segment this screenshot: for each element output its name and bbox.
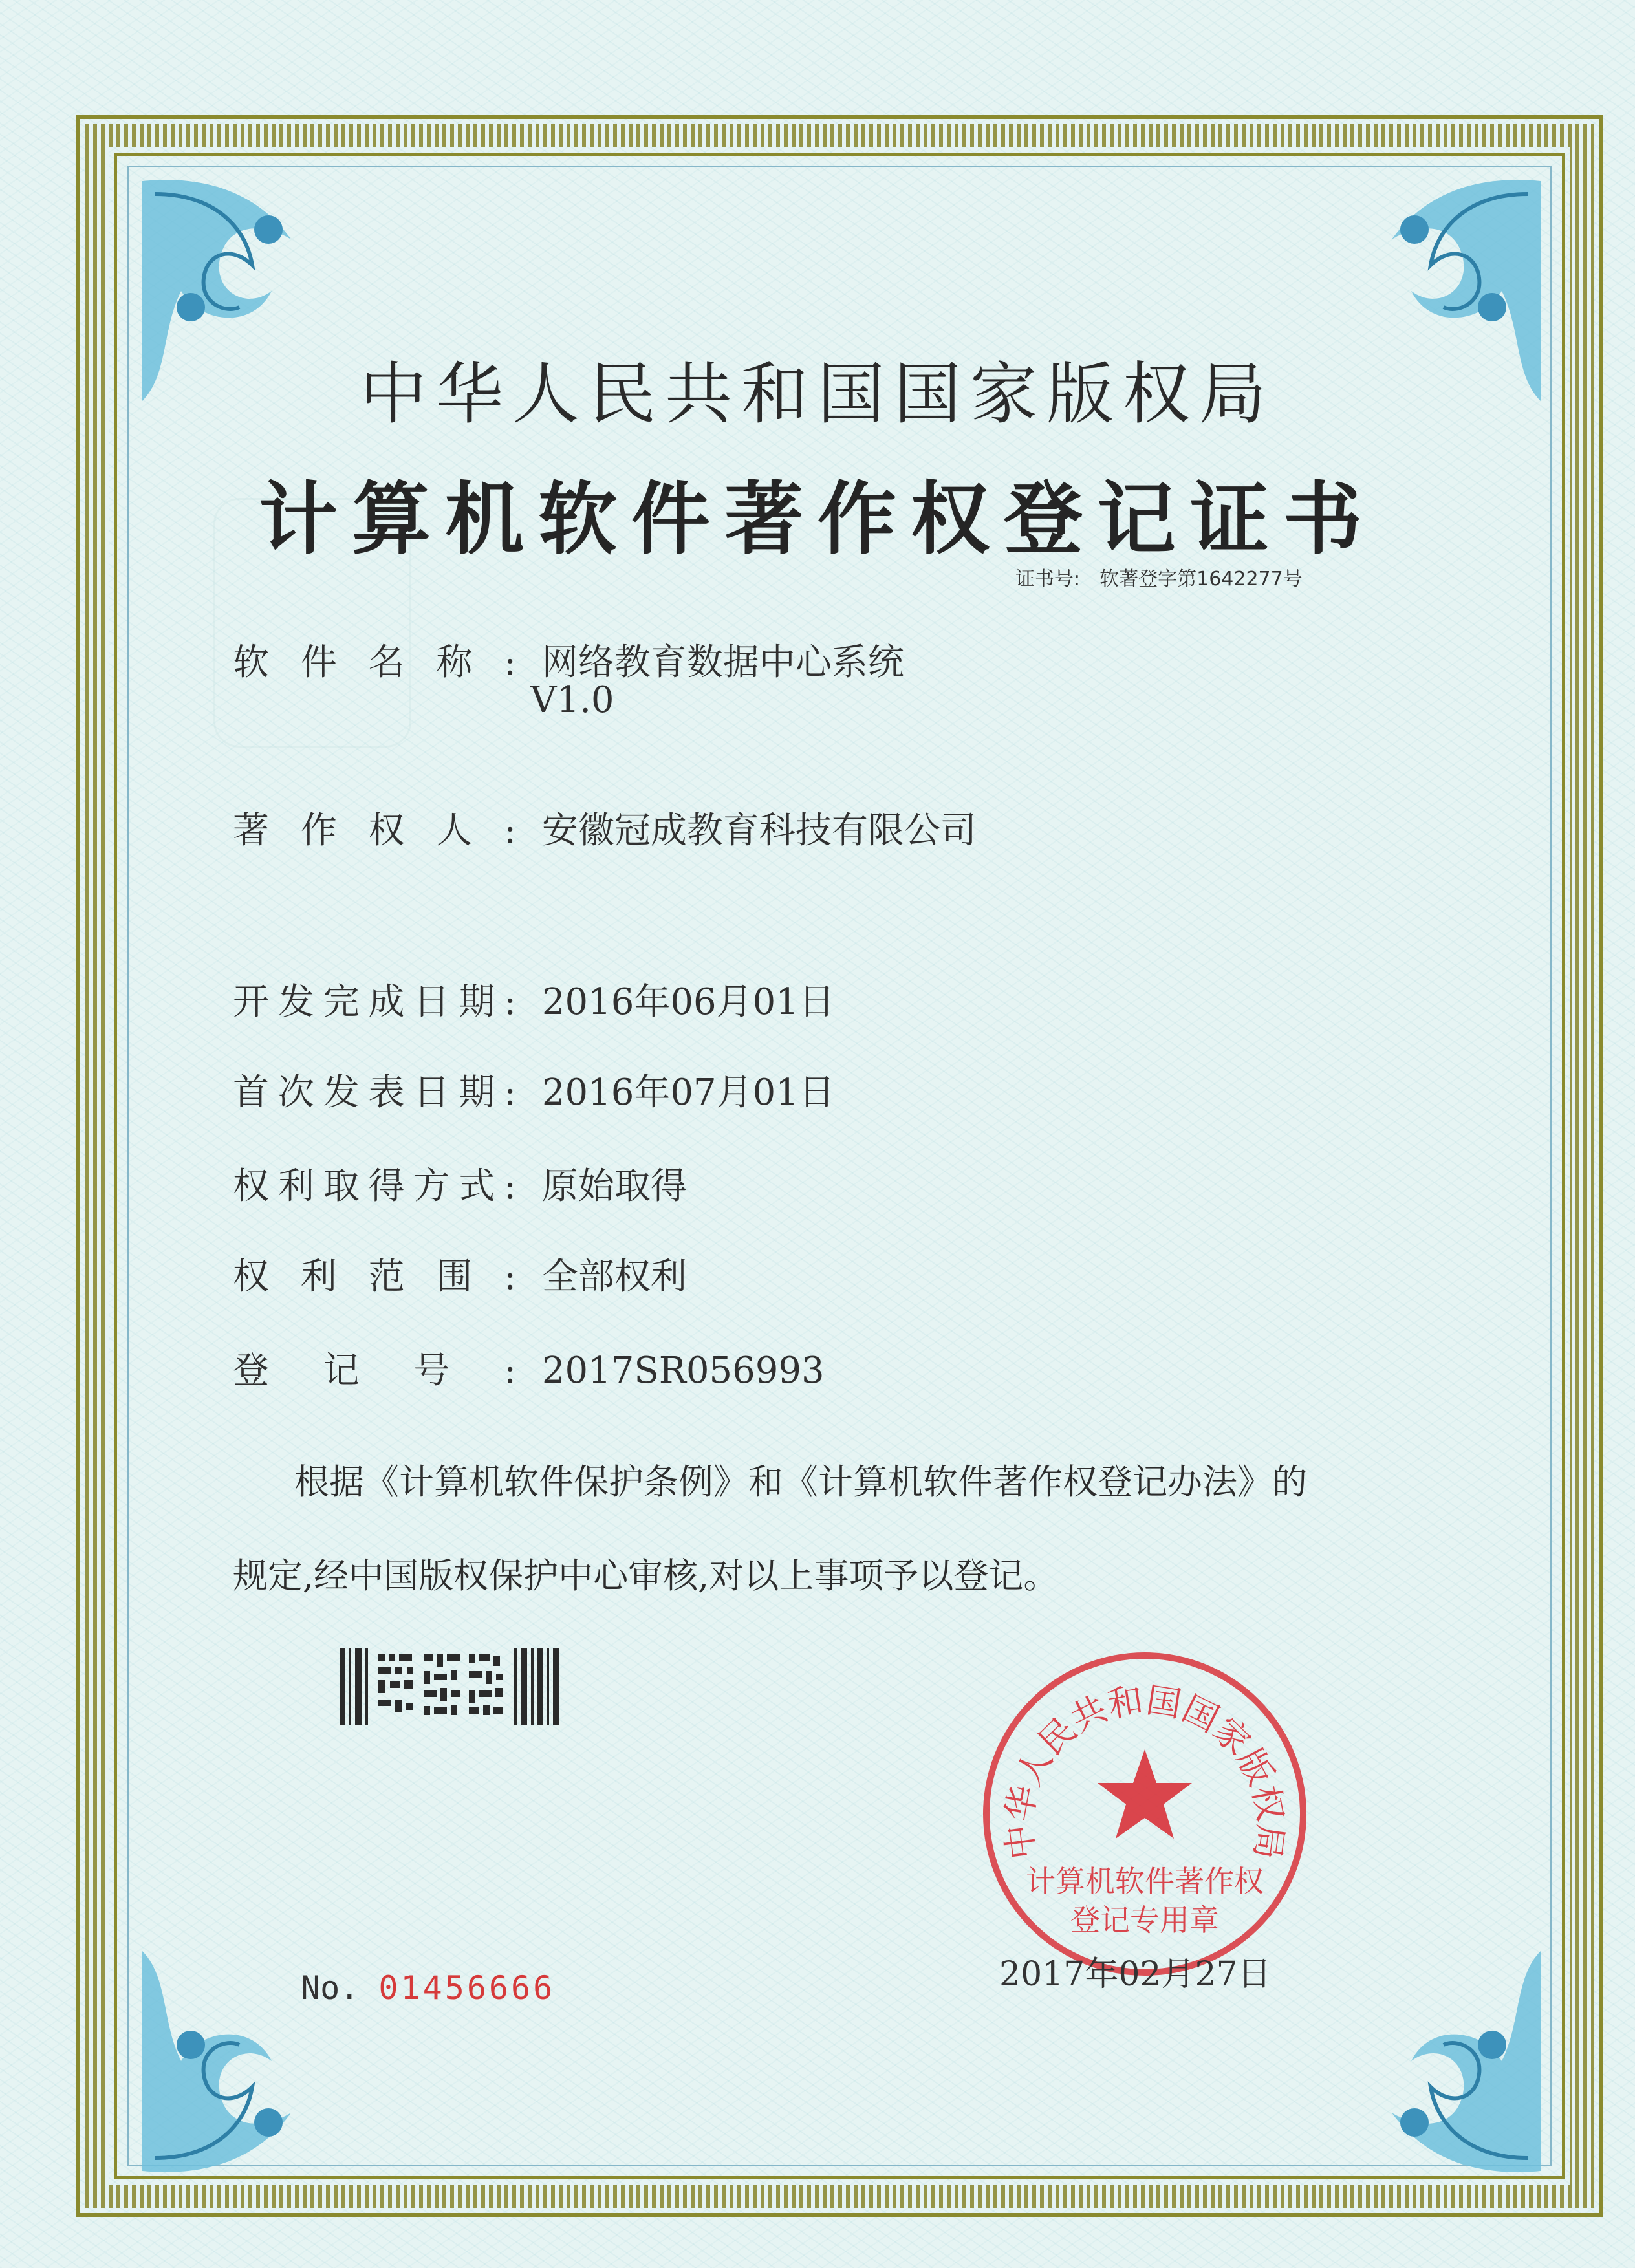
seal-inner-line-2: 登记专用章 [1070,1903,1219,1938]
scope-row [233,1248,687,1300]
software-version: V1.0 [530,679,614,721]
certificate-number-label: 证书号: [1015,568,1081,590]
certificate-number-value: 软著登字第1642277号 [1099,568,1303,590]
owner-label: 著作权人: [233,810,517,852]
dev-date-label: 开发完成日期: [233,981,517,1023]
barcode [340,1648,566,1725]
pub-date-value: 2016年07月01日 [541,1072,835,1114]
official-seal [970,1639,1319,1989]
software-name-value: 网络教育数据中心系统 [541,642,904,684]
issuing-authority: 中华人民共和国国家版权局 [359,354,1275,433]
certificate-number [1015,563,1322,591]
owner-value: 安徽冠成教育科技有限公司 [541,810,977,852]
acquire-label: 权利取得方式: [233,1165,517,1207]
serial-number [301,1969,555,2007]
serial-value: 01456666 [378,1969,556,2007]
dev-date-row [233,973,835,1025]
registration-label: 登记号: [233,1350,517,1392]
issue-date: 2017年02月27日 [999,1955,1272,1994]
statement-line-2: 规定,经中国版权保护中心审核,对以上事项予以登记。 [233,1555,1059,1596]
acquire-value: 原始取得 [541,1165,687,1207]
corner-ornament-bottom-right [1308,1938,1554,2184]
certificate-title: 计算机软件著作权登记证书 [259,473,1376,565]
seal-outer-text: 中华人民共和国国家版权局 [998,1679,1292,1862]
pub-date-row [233,1064,835,1116]
seal-star-icon [1098,1749,1192,1839]
acquire-row [233,1158,687,1209]
software-name-label: 软件名称: [233,642,517,684]
scope-value: 全部权利 [541,1256,687,1298]
registration-row [233,1342,825,1394]
statement-line-1: 根据《计算机软件保护条例》和《计算机软件著作权登记办法》的 [294,1462,1307,1502]
software-name-row [233,634,904,686]
dev-date-value: 2016年06月01日 [541,981,835,1023]
registration-value: 2017SR056993 [541,1350,825,1392]
owner-row [233,802,977,854]
pub-date-label: 首次发表日期: [233,1072,517,1114]
serial-label: No. [301,1969,360,2007]
scope-label: 权利范围: [233,1256,517,1298]
seal-inner-line-1: 计算机软件著作权 [1026,1864,1264,1899]
